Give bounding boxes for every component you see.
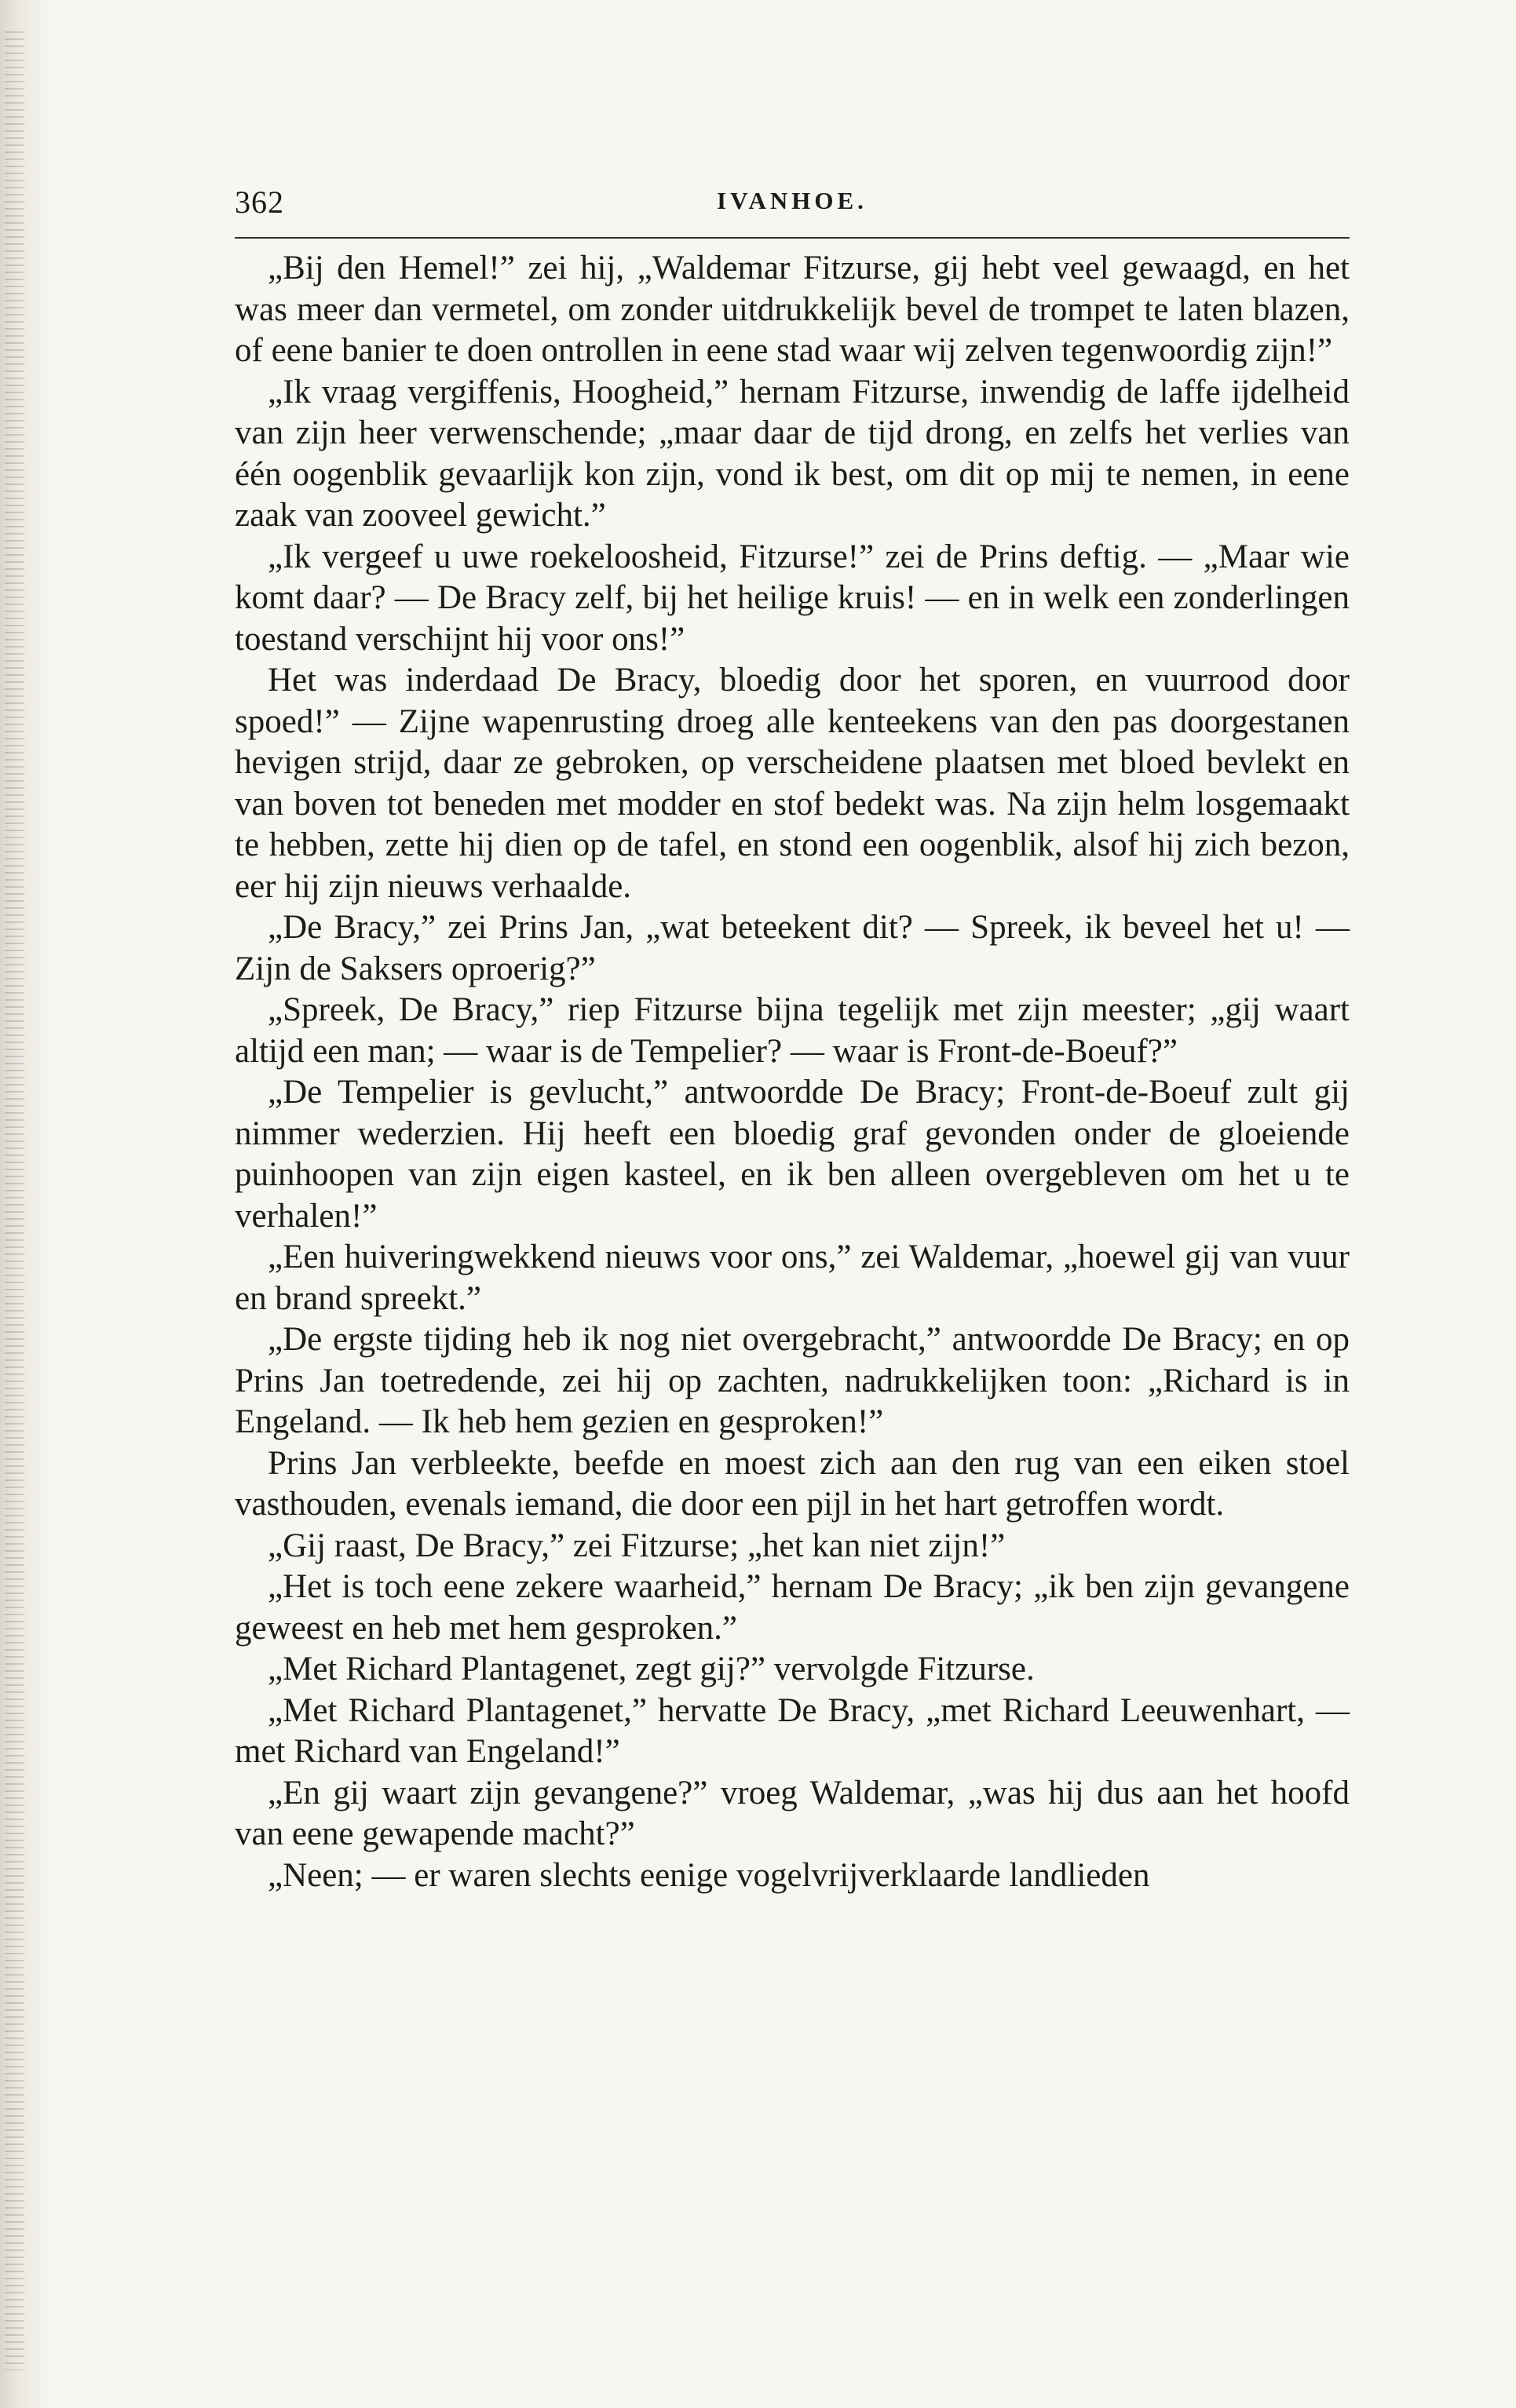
book-page xyxy=(235,177,1350,1894)
body-text xyxy=(235,248,1350,1896)
paragraph: „Een huiveringwekkend nieuws voor ons,” zei Waldemar, „hoewel gij van vuur en brand spreekt.” xyxy=(235,1239,1350,1317)
binding-edge-texture xyxy=(5,31,24,2370)
paragraph: „Gij raast, De Bracy,” zei Fitzurse; „het kan niet zijn!” xyxy=(268,1527,1006,1564)
paragraph: „Het is toch eene zekere waarheid,” hernam De Bracy; „ik ben zijn gevangene geweest en heb met hem gesproken.” xyxy=(235,1568,1350,1647)
paragraph: „Met Richard Plantagenet,” hervatte De Bracy, „met Richard Leeuwenhart, — met Richard van Engeland!” xyxy=(235,1691,1350,1770)
paragraph: „De Tempelier is gevlucht,” antwoordde De Bracy; Front-de-Boeuf zult gij nimmer wederzien. Hij heeft een bloedig graf gevonden onder de gloeiende puinhoopen van zijn eigen kasteel, en ik ben alleen overgebleven om het u te verhalen!” xyxy=(235,1074,1350,1235)
paragraph: „Ik vergeef u uwe roekeloosheid, Fitzurse!” zei de Prins deftig. — „Maar wie komt daar? — De Bracy zelf, bij het heilige kruis! — en in welk een zonderlingen toestand verschijnt hij voor ons!” xyxy=(235,538,1350,658)
page-number: 362 xyxy=(235,184,284,220)
paragraph: „Spreek, De Bracy,” riep Fitzurse bijna tegelijk met zijn meester; „gij waart altijd een man; — waar is de Tempelier? — waar is Front-de-Boeuf?” xyxy=(235,991,1350,1070)
paragraph: „Bij den Hemel!” zei hij, „Waldemar Fitzurse, gij hebt veel gewaagd, en het was meer dan vermetel, om zonder uitdrukkelijk bevel de trompet te laten blazen, of eene banier te doen ontrollen in eene stad waar wij zelven tegenwoordig zijn!” xyxy=(235,250,1350,369)
paragraph: „De Bracy,” zei Prins Jan, „wat beteekent dit? — Spreek, ik beveel het u! — Zijn de Saksers oproerig?” xyxy=(235,909,1350,987)
header-rule xyxy=(235,237,1350,239)
paragraph: „De ergste tijding heb ik nog niet overgebracht,” antwoordde De Bracy; en op Prins Jan toetredende, zei hij op zachten, nadrukkelijken toon: „Richard is in Engeland. — Ik heb hem gezien en gesproken!” xyxy=(235,1321,1350,1440)
running-head xyxy=(235,177,1350,228)
paragraph: „Neen; — er waren slechts eenige vogelvrijverklaarde landlieden xyxy=(268,1856,1150,1894)
paragraph: Prins Jan verbleekte, beefde en moest zich aan den rug van een eiken stoel vasthouden, evenals iemand, die door een pijl in het hart getroffen wordt. xyxy=(235,1444,1350,1523)
paragraph: „Met Richard Plantagenet, zegt gij?” vervolgde Fitzurse. xyxy=(268,1651,1035,1687)
running-title: IVANHOE. xyxy=(717,187,868,214)
paragraph: „Ik vraag vergiffenis, Hoogheid,” hernam Fitzurse, inwendig de laffe ijdelheid van zijn heer verwenschende; „maar daar de tijd drong, en zelfs het verlies van één oogenblik gevaarlijk kon zijn, vond ik best, om dit op mij te nemen, in eene zaak van zooveel gewicht.” xyxy=(235,373,1350,534)
paragraph: „En gij waart zijn gevangene?” vroeg Waldemar, „was hij dus aan het hoofd van eene gewapende macht?” xyxy=(235,1774,1350,1852)
paragraph: Het was inderdaad De Bracy, bloedig door het sporen, en vuurrood door spoed!” — Zijne wapenrusting droeg alle kenteekens van den pas doorgestanen hevigen strijd, daar ze gebroken, op verscheidene plaatsen met bloed bevlekt en van boven tot beneden met modder en stof bedekt was. Na zijn helm losgemaakt te hebben, zette hij dien op de tafel, en stond een oogenblik, alsof hij zich bezon, eer hij zijn nieuws verhaalde. xyxy=(235,662,1350,905)
